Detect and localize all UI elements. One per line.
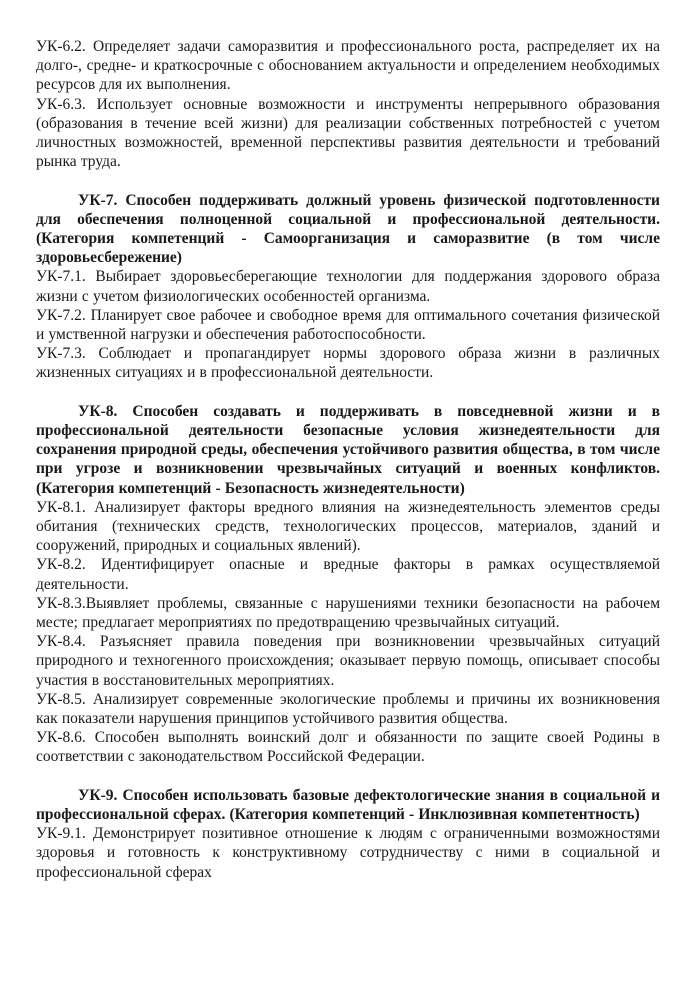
paragraph-uk-8-4: УК-8.4. Разъясняет правила поведения при возникновении чрезвычайных ситуаций природного и техногенного происхождения; оказывает первую помощь, описывает способы участия в восстановительных мероприятиях. — [36, 633, 660, 689]
blank-line-1 — [36, 171, 660, 190]
blank-line-2 — [36, 383, 660, 402]
paragraph-uk-9-1: УК-9.1. Демонстрирует позитивное отношение к людям с ограниченными возможностями здоровья и готовность к конструктивному сотрудничеству с ними в социальной и профессиональной сферах — [36, 825, 660, 881]
paragraph-uk-8-3: УК-8.3.Выявляет проблемы, связанные с нарушениями техники безопасности на рабочем месте; предлагает мероприятиях по предотвращению чрезвычайных ситуаций. — [36, 594, 660, 632]
paragraph-uk-6-2: УК-6.2. Определяет задачи саморазвития и профессионального роста, распределяет их на долго-, средне- и краткосрочные с обоснованием актуальности и определением необходимых ресурсов для их выполнения. — [36, 38, 660, 94]
paragraph-uk-7-3: УК-7.3. Соблюдает и пропагандирует нормы здорового образа жизни в различных жизненных ситуациях и в профессиональной деятельности. — [36, 345, 660, 382]
paragraph-uk-7-2: УК-7.2. Планирует свое рабочее и свободное время для оптимального сочетания физической и умственной нагрузки и обеспечения работоспособности. — [36, 306, 660, 344]
paragraph-uk-8-6: УК-8.6. Способен выполнять воинский долг и обязанности по защите своей Родины в соответствии с законодательством Российской Федерации. — [36, 729, 660, 766]
paragraph-uk-8-1: УК-8.1. Анализирует факторы вредного влияния на жизнедеятельность элементов среды обитания (технических средств, технологических процессов, материалов, зданий и сооружений, природных и социальных явлений). — [36, 498, 660, 555]
paragraph-uk-6-3: УК-6.3. Использует основные возможности и инструменты непрерывного образования (образования в течение всей жизни) для реализации собственных потребностей с учетом личностных возможностей, временной перспективы развития деятельности и требований рынка труда. — [36, 95, 660, 171]
paragraph-uk-8-5: УК-8.5. Анализирует современные экологические проблемы и причины их возникновения как показатели нарушения принципов устойчивого развития общества. — [36, 690, 660, 728]
heading-uk-9: УК-9. Способен использовать базовые дефектологические знания в социальной и профессиональной сферах. (Категория компетенций - Инклюзивная компетентность) — [36, 786, 660, 824]
paragraph-uk-7-1: УК-7.1. Выбирает здоровьесберегающие технологии для поддержания здорового образа жизни с учетом физиологических особенностей организма. — [36, 268, 660, 305]
heading-uk-8: УК-8. Способен создавать и поддерживать в повседневной жизни и в профессиональной деятельности безопасные условия жизнедеятельности для сохранения природной среды, обеспечения устойчивого развития общества, в том числе при угрозе и возникновении чрезвычайных ситуаций и военных конфликтов. (Категория компетенций - Безопасность жизнедеятельности) — [36, 402, 660, 497]
heading-uk-7: УК-7. Способен поддерживать должный уровень физической подготовленности для обеспечения полноценной социальной и профессиональной деятельности. (Категория компетенций - Самоорганизация и саморазвитие (в том числе здоровьесбережение) — [36, 191, 660, 267]
paragraph-uk-8-2: УК-8.2. Идентифицирует опасные и вредные факторы в рамках осуществляемой деятельности. — [36, 556, 660, 593]
blank-line-3 — [36, 767, 660, 786]
